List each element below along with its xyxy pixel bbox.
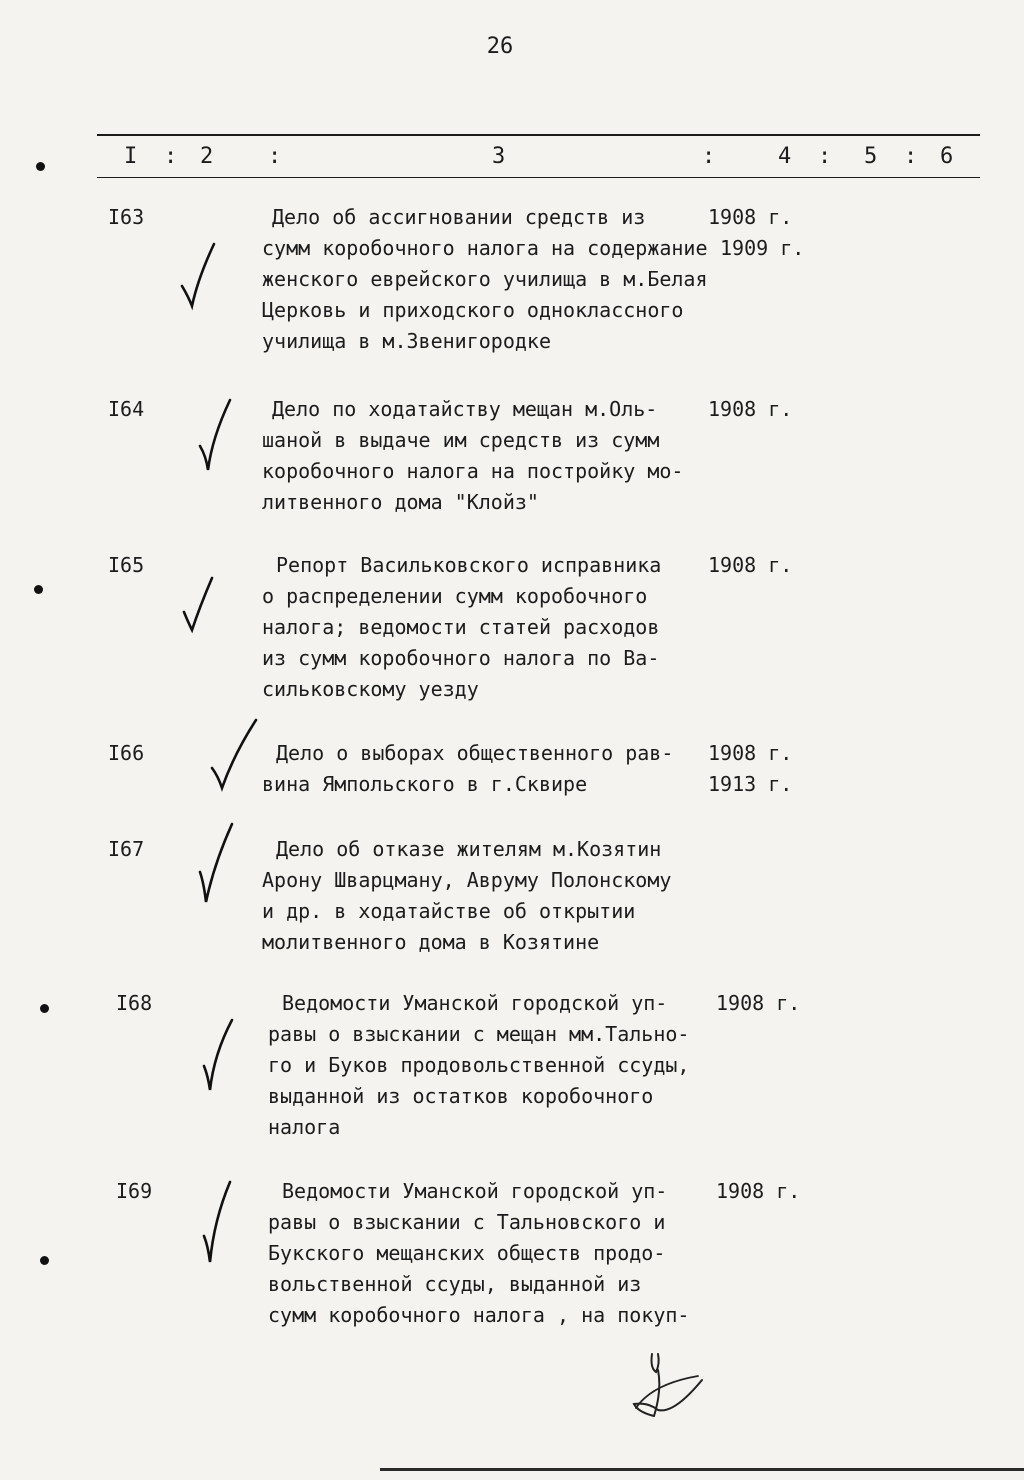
description-line: училища в м.Звенигородке xyxy=(262,329,551,353)
punch-hole-dot xyxy=(40,1256,49,1265)
description-line: равы о взыскании с мещан мм.Тально- xyxy=(268,1022,690,1046)
description-line: вольственной ссуды, выданной из xyxy=(268,1272,642,1296)
entry-year: 1908 г. xyxy=(708,205,793,229)
entry-years xyxy=(716,1176,800,1207)
description-line: из сумм коробочного налога по Ва- xyxy=(262,646,660,670)
description-line: налога; ведомости статей расходов xyxy=(262,615,660,639)
signature-mark xyxy=(618,1350,708,1430)
checkmark-icon xyxy=(194,394,254,484)
description-line: Букского мещанских обществ продо- xyxy=(268,1241,666,1265)
description-line: вина Ямпольского в г.Сквире xyxy=(262,772,588,796)
description-line: Церковь и приходского одноклассного xyxy=(262,298,684,322)
entry-year: 1908 г. xyxy=(708,741,793,765)
page-bottom-edge xyxy=(380,1468,1024,1471)
punch-hole-dot xyxy=(40,1004,49,1013)
entry-number: I66 xyxy=(108,741,145,765)
entry-description xyxy=(262,202,708,357)
description-line: Арону Шварцману, Авруму Полонскому xyxy=(262,868,672,892)
entry-number: I63 xyxy=(108,205,145,229)
entry-description xyxy=(262,394,683,518)
entry-description xyxy=(262,550,661,705)
entry-years xyxy=(716,988,800,1019)
entry-description xyxy=(262,738,673,800)
checkmark-icon xyxy=(196,1176,256,1266)
description-line: выданной из остатков коробочного xyxy=(268,1084,654,1108)
column-3-label: 3 xyxy=(492,144,506,169)
entry-number: I65 xyxy=(108,553,145,577)
description-line: Дело об отказе жителям м.Козятин xyxy=(276,837,662,861)
description-line: коробочного налога на постройку мо- xyxy=(262,459,684,483)
entry-year: 1908 г. xyxy=(708,553,793,577)
description-line: Репорт Васильковского исправника xyxy=(276,553,662,577)
page-number: 26 xyxy=(486,34,514,59)
description-line: литвенного дома "Клойз" xyxy=(262,490,539,514)
description-line: сумм коробочного налога на содержание xyxy=(262,236,708,260)
entry-year: 1909 г. xyxy=(720,236,805,260)
description-line: Дело по ходатайству мещан м.Оль- xyxy=(272,397,658,421)
entry-year: 1913 г. xyxy=(708,772,793,796)
column-4-label: 4 xyxy=(778,144,792,169)
description-line: Ведомости Уманской городской уп- xyxy=(282,1179,668,1203)
description-line: шаной в выдаче им средств из сумм xyxy=(262,428,660,452)
column-2-label: 2 xyxy=(200,144,214,169)
entry-description xyxy=(268,1176,689,1331)
column-5-label: 5 xyxy=(864,144,878,169)
description-line: равы о взыскании с Тальновского и xyxy=(268,1210,666,1234)
description-line: Ведомости Уманской городской уп- xyxy=(282,991,668,1015)
column-separator: : xyxy=(164,144,178,169)
punch-hole-dot xyxy=(34,585,43,594)
column-separator: : xyxy=(904,144,918,169)
entry-years xyxy=(708,550,792,581)
description-line: молитвенного дома в Козятине xyxy=(262,930,600,954)
entry-years xyxy=(708,394,792,425)
entry-description xyxy=(268,988,689,1143)
description-line: сильковскому уезду xyxy=(262,677,479,701)
entry-number: I69 xyxy=(116,1179,153,1203)
entry-year: 1908 г. xyxy=(708,397,793,421)
header-top-rule xyxy=(97,134,980,136)
column-separator: : xyxy=(818,144,832,169)
punch-hole-dot xyxy=(36,162,45,171)
description-line: Дело о выборах общественного рав- xyxy=(276,741,674,765)
entry-years xyxy=(708,202,804,264)
checkmark-icon xyxy=(192,818,252,908)
header-bottom-rule xyxy=(97,177,980,178)
entry-years xyxy=(708,738,792,800)
description-line: о распределении сумм коробочного xyxy=(262,584,648,608)
column-separator: : xyxy=(268,144,282,169)
description-line: женского еврейского училища в м.Белая xyxy=(262,267,708,291)
description-line: налога xyxy=(268,1115,341,1139)
description-line: го и Буков продовольственной ссуды, xyxy=(268,1053,690,1077)
entry-description xyxy=(262,834,671,958)
column-1-label: I xyxy=(124,144,138,169)
checkmark-icon xyxy=(206,714,266,804)
entry-number: I68 xyxy=(116,991,153,1015)
entry-number: I67 xyxy=(108,837,145,861)
checkmark-icon xyxy=(196,1014,256,1104)
entry-number: I64 xyxy=(108,397,145,421)
column-6-label: 6 xyxy=(940,144,954,169)
checkmark-icon xyxy=(178,572,238,662)
entry-year: 1908 г. xyxy=(716,1179,801,1203)
description-line: Дело об ассигновании средств из xyxy=(272,205,646,229)
column-header-row xyxy=(0,140,1024,174)
checkmark-icon xyxy=(174,238,234,328)
entry-year: 1908 г. xyxy=(716,991,801,1015)
description-line: и др. в ходатайстве об открытии xyxy=(262,899,636,923)
description-line: сумм коробочного налога , на покуп- xyxy=(268,1303,690,1327)
column-separator: : xyxy=(702,144,716,169)
